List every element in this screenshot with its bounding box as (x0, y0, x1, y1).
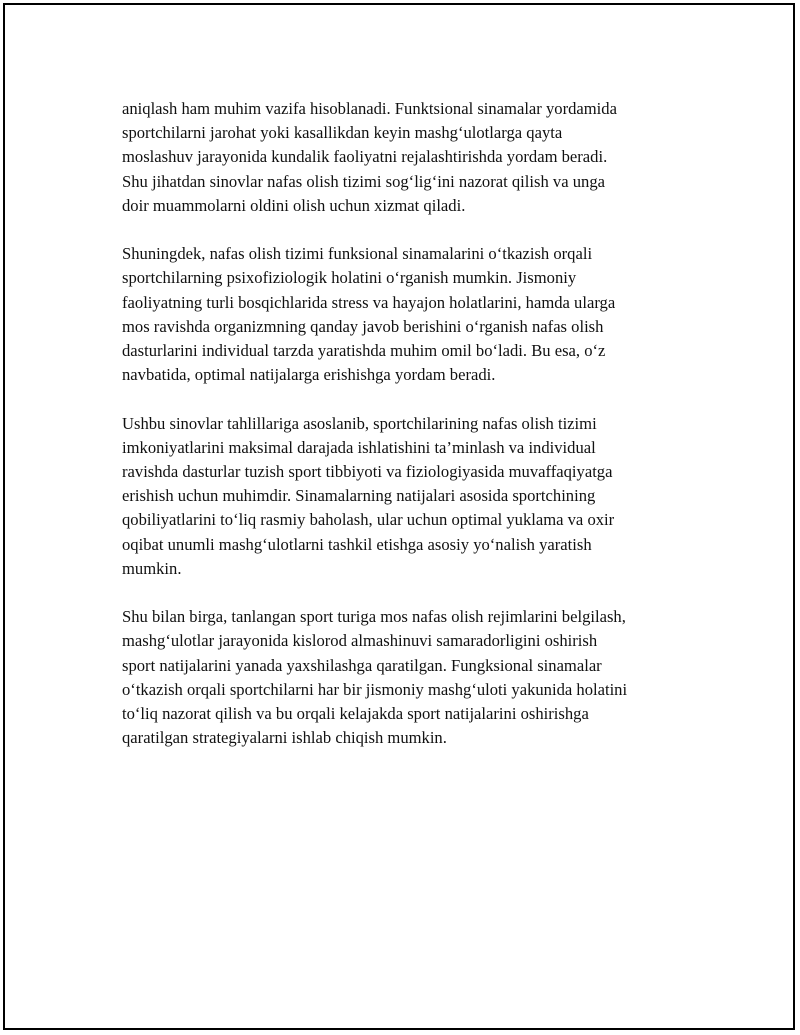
document-body (122, 97, 702, 775)
paragraph-2: Shuningdek, nafas olish tizimi funksional sinamalarini o‘tkazish orqali sportchilarning psixofiziologik holatini o‘rganish mumkin. Jismoniy faoliyatning turli bosqichlarida stress va hayajon holatlarini, hamda ularga mos ravishda organizmning qanday javob berishini o‘rganish nafas olish dasturlarini individual tarzda yaratishda muhim omil bo‘ladi. Bu esa, o‘z navbatida, optimal natijalarga erishishga yordam beradi. (122, 244, 616, 385)
paragraph-3: Ushbu sinovlar tahlillariga asoslanib, sportchilarining nafas olish tizimi imkoniyatlarini maksimal darajada ishlatishini ta’minlash va individual ravishda dasturlar tuzish sport tibbiyoti va fiziologiyasida muvaffaqiyatga erishish uchun muhimdir. Sinamalarning natijalari asosida sportchining qobiliyatlarini to‘liq rasmiy baholash, ular uchun optimal yuklama va oxir oqibat unumli mashg‘ulotlarni tashkil etishga asosiy yo‘nalish yaratish mumkin. (122, 413, 615, 578)
paragraph-4: Shu bilan birga, tanlangan sport turiga mos nafas olish rejimlarini belgilash, mashg‘ulotlar jarayonida kislorod almashinuvi samaradorligini oshirish sport natijalarini yanada yaxshilashga qaratilgan. Fungksional sinamalar o‘tkazish orqali sportchilarni har bir jismoniy mashg‘uloti yakunida holatini to‘liq nazorat qilish va bu orqali kelajakda sport natijalarini oshirishga qaratilgan strategiyalarni ishlab chiqish mumkin. (122, 607, 628, 748)
paragraph-1: aniqlash ham muhim vazifa hisoblanadi. Funktsional sinamalar yordamida sportchilarni jarohat yoki kasallikdan keyin mashg‘ulotlarga qayta moslashuv jarayonida kundalik faoliyatni rejalashtirishda yordam beradi. Shu jihatdan sinovlar nafas olish tizimi sog‘lig‘ini nazorat qilish va unga doir muammolarni oldini olish uchun xizmat qiladi. (122, 99, 617, 215)
page-frame (3, 3, 795, 1030)
